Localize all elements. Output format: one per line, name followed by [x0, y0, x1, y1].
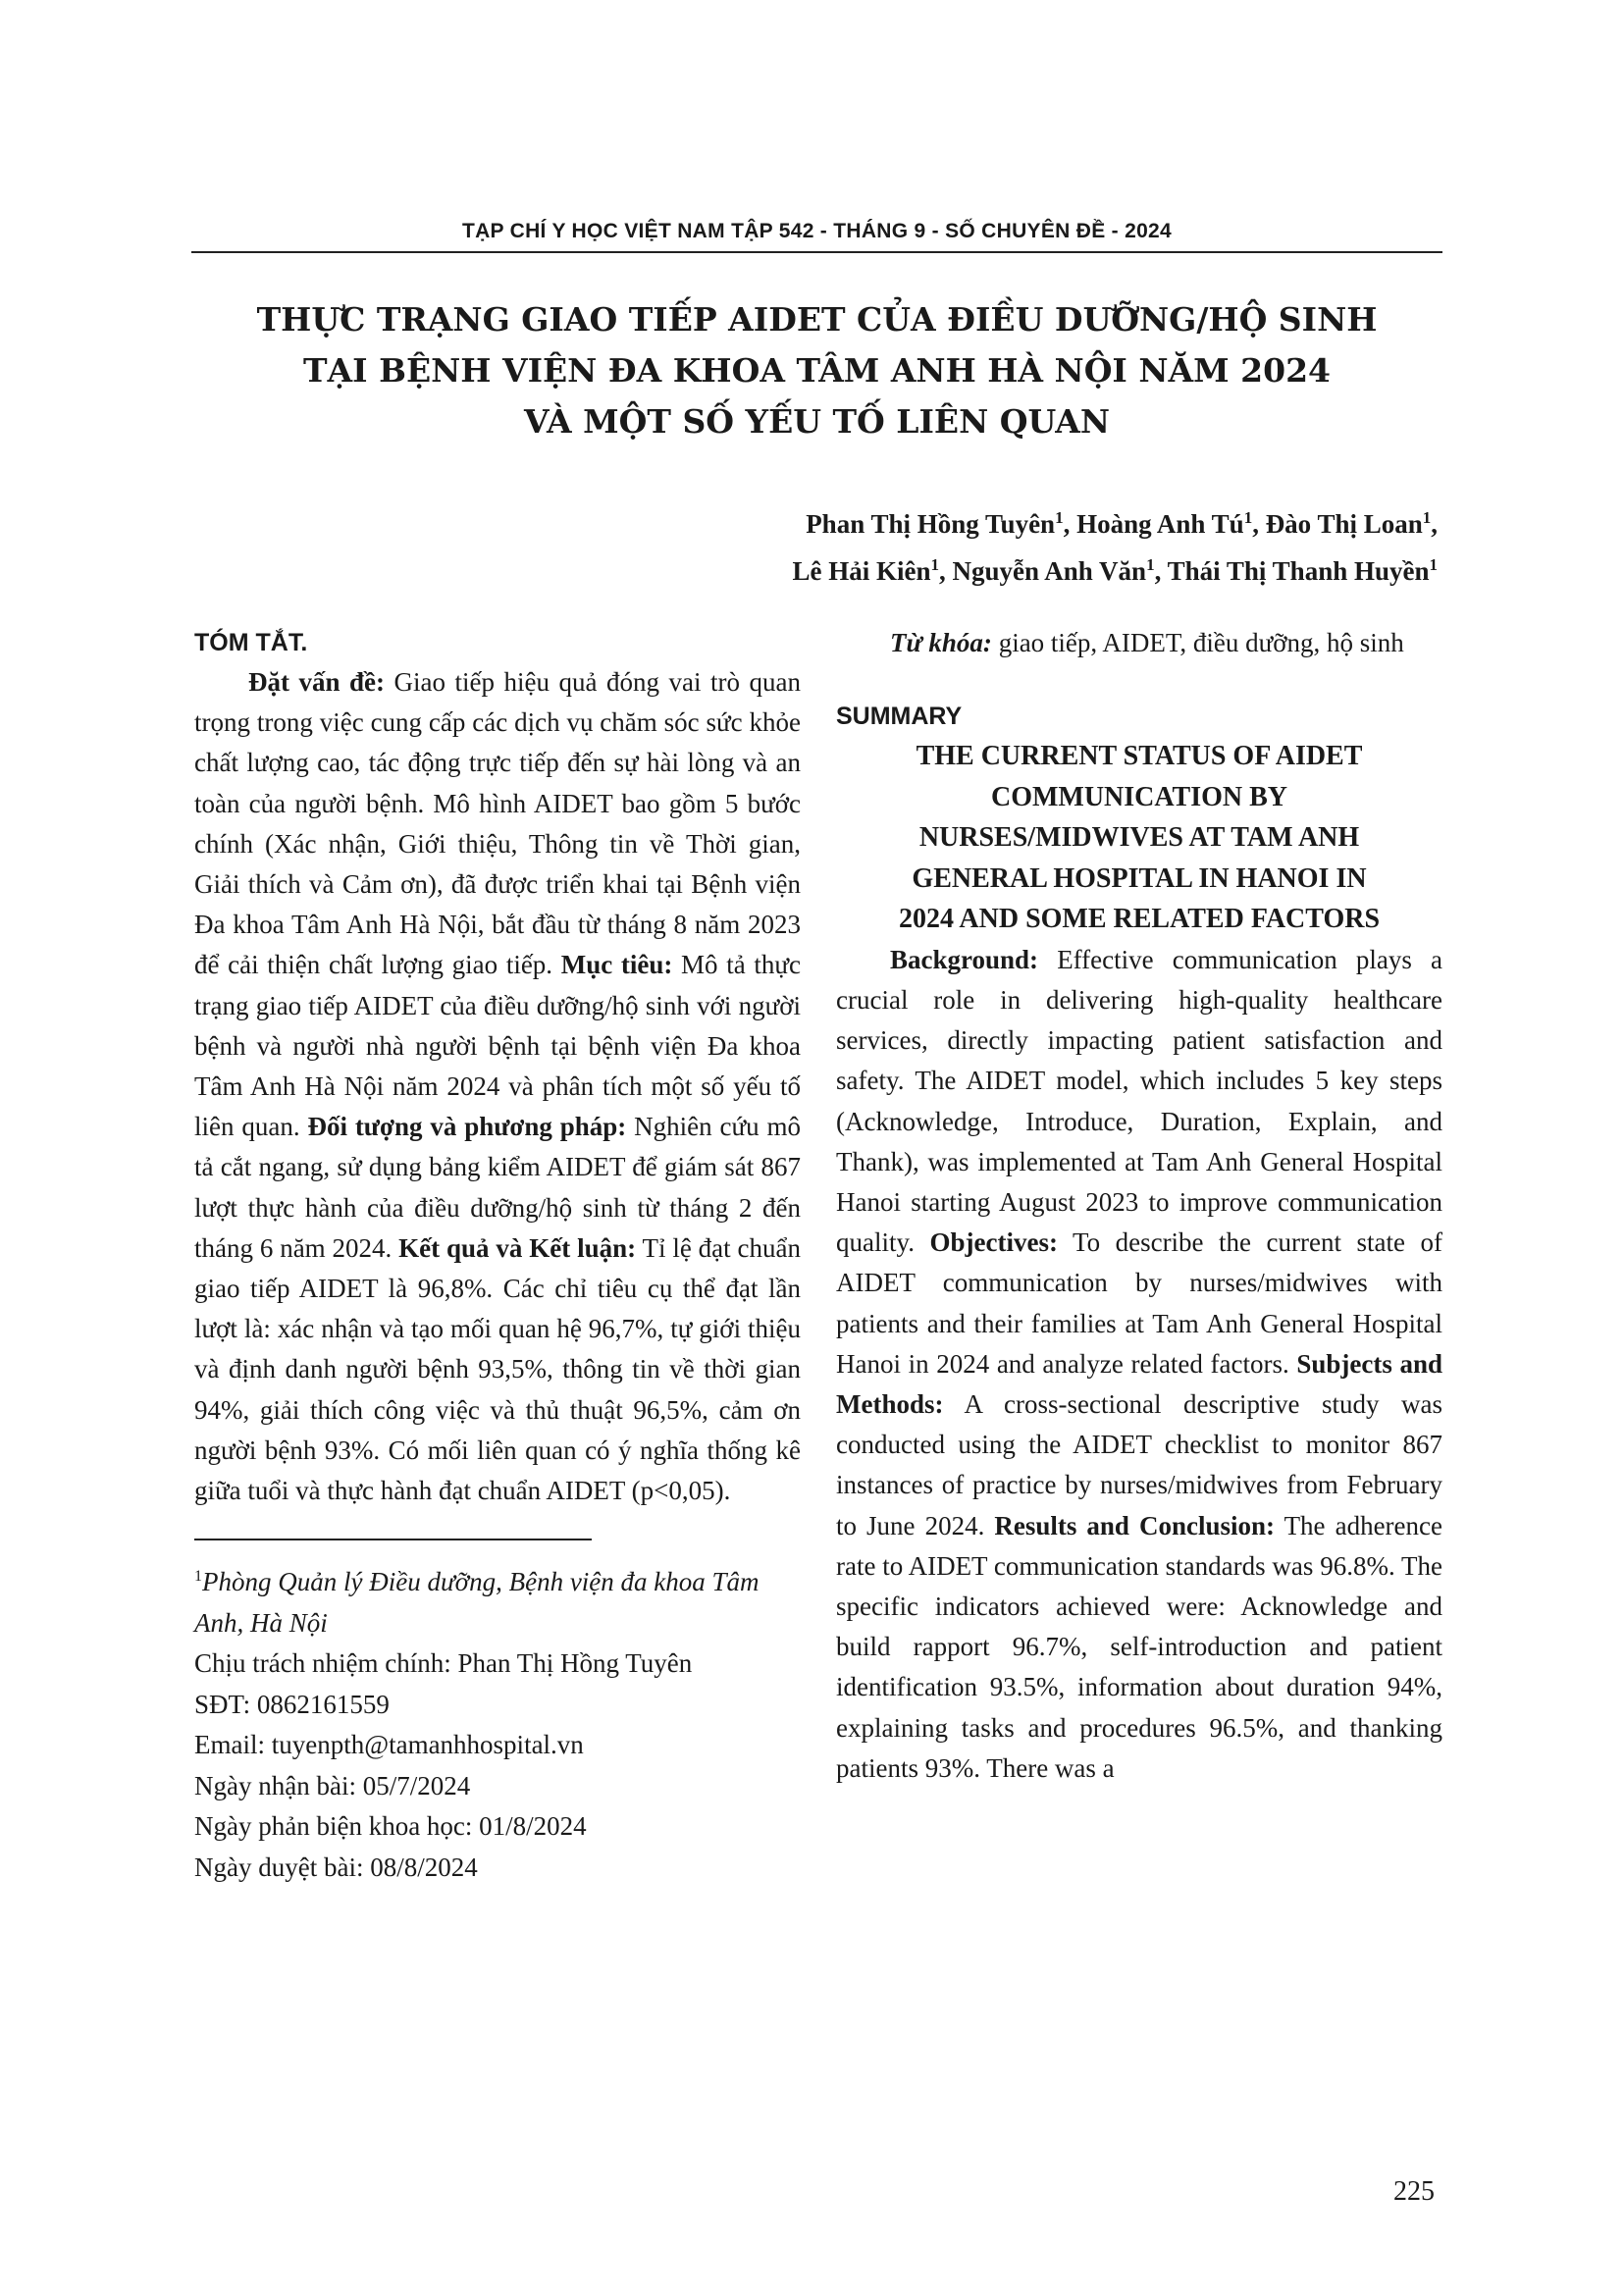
- summary-title: [836, 736, 1442, 940]
- keywords-text: giao tiếp, AIDET, điều dưỡng, hộ sinh: [991, 628, 1404, 657]
- journal-header: TẠP CHÍ Y HỌC VIỆT NAM TẬP 542 - THÁNG 9 - SỐ CHUYÊN ĐỀ - 2024: [461, 220, 1173, 242]
- results-text: Tỉ lệ đạt chuẩn giao tiếp AIDET là 96,8%. Các chỉ tiêu cụ thể đạt lần lượt là: xác nhận và tạo mối quan hệ 96,7%, tự giới thiệu và định danh người bệnh 93,5%, thông tin về thời gian 94%, giải thích công việc và thủ thuật 96,5%, cảm ơn người bệnh 93%. Có mối liên quan có ý nghĩa thống kê giữa tuổi và thực hành đạt chuẩn AIDET (p<0,05).: [194, 1232, 801, 1506]
- footnote-rule: [194, 1539, 592, 1540]
- article-title: [191, 294, 1442, 447]
- footnote-phone: SĐT: 0862161559: [194, 1689, 390, 1719]
- objective-label: Mục tiêu:: [560, 950, 673, 980]
- abstract-heading: TÓM TẮT.: [194, 629, 308, 656]
- author-name: Hoàng Anh Tú: [1076, 509, 1244, 539]
- summary-title-line-2: COMMUNICATION BY: [990, 781, 1288, 812]
- summary-title-line-4: GENERAL HOSPITAL IN HANOI IN: [912, 862, 1367, 894]
- summary-heading: SUMMARY: [836, 703, 963, 731]
- author-name: Lê Hải Kiên: [792, 556, 931, 586]
- background-text-en: Effective communication plays a crucial role in delivering high-quality healthcare services, directly impacting patient satisfaction and safety. The AIDET model, which includes 5 key steps (Acknowledge, Introduce, Duration, Explain, and Thank), was implemented at Tam Anh General Hospital Hanoi starting August 2023 to improve communication quality.: [836, 944, 1442, 1258]
- author-separator: ,: [1252, 509, 1266, 539]
- keywords-label: Từ khóa:: [890, 628, 992, 657]
- summary-title-line-1: THE CURRENT STATUS OF AIDET: [916, 741, 1363, 772]
- author-name: Đào Thị Loan: [1265, 509, 1423, 539]
- author-separator: ,: [938, 556, 953, 586]
- affiliation-sup: 1: [1429, 555, 1438, 574]
- affiliation-sup: 1: [1055, 508, 1064, 527]
- results-text-en: The adherence rate to AIDET communication standards was 96.8%. The specific indicators achieved were: Acknowledge and build rapport 96.7%, self-introduction and patient identification 93.5%, information about duration 94%, explaining tasks and procedures 96.5%, and thanking patients 93%. There was a: [836, 1510, 1442, 1783]
- title-line-1: THỰC TRẠNG GIAO TIẾP AIDET CỦA ĐIỀU DƯỠNG/HỘ SINH: [256, 300, 1378, 339]
- footnote-received: Ngày nhận bài: 05/7/2024: [194, 1770, 471, 1800]
- summary-title-line-5: 2024 AND SOME RELATED FACTORS: [898, 904, 1381, 935]
- objective-text-en: To describe the current state of AIDET communication by nurses/midwives with patients and their families at Tam Anh General Hospital Hanoi in 2024 and analyze related factors.: [836, 1227, 1442, 1379]
- author-name: Thái Thị Thanh Huyền: [1167, 556, 1430, 586]
- objective-label-en: Objectives:: [929, 1227, 1058, 1258]
- affiliation-text: Phòng Quản lý Điều dưỡng, Bệnh viện đa khoa Tâm Anh, Hà Nội: [194, 1567, 760, 1638]
- keywords: [836, 623, 1442, 663]
- footnote-email: Email: tuyenpth@tamanhhospital.vn: [194, 1730, 584, 1760]
- right-column: [836, 623, 1442, 1789]
- results-label: Kết quả và Kết luận:: [398, 1232, 637, 1263]
- affiliation-sup: 1: [1146, 555, 1155, 574]
- footnote-affiliation: [194, 1556, 801, 1644]
- author-name: Phan Thị Hồng Tuyên: [806, 509, 1056, 539]
- background-text: Giao tiếp hiệu quả đóng vai trò quan trọng trong việc cung cấp các dịch vụ chăm sóc sức khỏe chất lượng cao, tác động trực tiếp đến sự hài lòng và an toàn của người bệnh. Mô hình AIDET bao gồm 5 bước chính (Xác nhận, Giới thiệu, Thông tin về Thời gian, Giải thích và Cảm ơn), đã được triển khai tại Bệnh viện Đa khoa Tâm Anh Hà Nội, bắt đầu từ tháng 8 năm 2023 để cải thiện chất lượng giao tiếp.: [194, 667, 802, 980]
- affiliation-sup: 1: [1243, 508, 1253, 527]
- results-label-en: Results and Conclusion:: [994, 1510, 1276, 1540]
- author-list: [358, 497, 1438, 592]
- author-separator: ,: [1431, 509, 1438, 539]
- background-label-en: Background:: [890, 944, 1039, 974]
- abstract-vi-paragraph: [194, 662, 801, 1511]
- title-line-3: VÀ MỘT SỐ YẾU TỐ LIÊN QUAN: [523, 402, 1110, 441]
- methods-label-en: Subjects and Methods:: [836, 1348, 1442, 1419]
- background-label: Đặt vấn đề:: [248, 667, 386, 697]
- title-line-2: TẠI BỆNH VIỆN ĐA KHOA TÂM ANH HÀ NỘI NĂM 2024: [303, 351, 1331, 390]
- left-column: [194, 623, 801, 1888]
- footnote-sup: 1: [194, 1568, 202, 1586]
- summary-title-line-3: NURSES/MIDWIVES AT TAM ANH: [918, 822, 1360, 854]
- footnote-accepted: Ngày duyệt bài: 08/8/2024: [194, 1852, 478, 1882]
- author-separator: ,: [1154, 556, 1168, 586]
- page-number: 225: [1393, 2176, 1435, 2207]
- footnote-responsible: Chịu trách nhiệm chính: Phan Thị Hồng Tuyên: [194, 1648, 693, 1679]
- author-name: Nguyễn Anh Văn: [952, 556, 1147, 586]
- affiliation-sup: 1: [930, 555, 939, 574]
- summary-en-paragraph: [836, 940, 1442, 1789]
- author-line-2: [358, 545, 1438, 592]
- methods-label: Đối tượng và phương pháp:: [307, 1112, 627, 1142]
- footnote-reviewed: Ngày phản biện khoa học: 01/8/2024: [194, 1811, 587, 1842]
- author-line-1: [358, 497, 1438, 545]
- methods-text-en: A cross-sectional descriptive study was conducted using the AIDET checklist to monitor 867 instances of practice by nurses/midwives from February to June 2024.: [836, 1388, 1442, 1540]
- author-separator: ,: [1063, 509, 1077, 539]
- methods-text: Nghiên cứu mô tả cắt ngang, sử dụng bảng kiểm AIDET để giám sát 867 lượt thực hành của điều dưỡng/hộ sinh từ tháng 2 đến tháng 6 năm 2024.: [194, 1112, 801, 1263]
- affiliation-sup: 1: [1422, 508, 1432, 527]
- header-rule: [191, 251, 1442, 253]
- objective-text: Mô tả thực trạng giao tiếp AIDET của điều dưỡng/hộ sinh với người bệnh và người nhà người bệnh tại bệnh viện Đa khoa Tâm Anh Hà Nội năm 2024 và phân tích một số yếu tố liên quan.: [194, 950, 801, 1142]
